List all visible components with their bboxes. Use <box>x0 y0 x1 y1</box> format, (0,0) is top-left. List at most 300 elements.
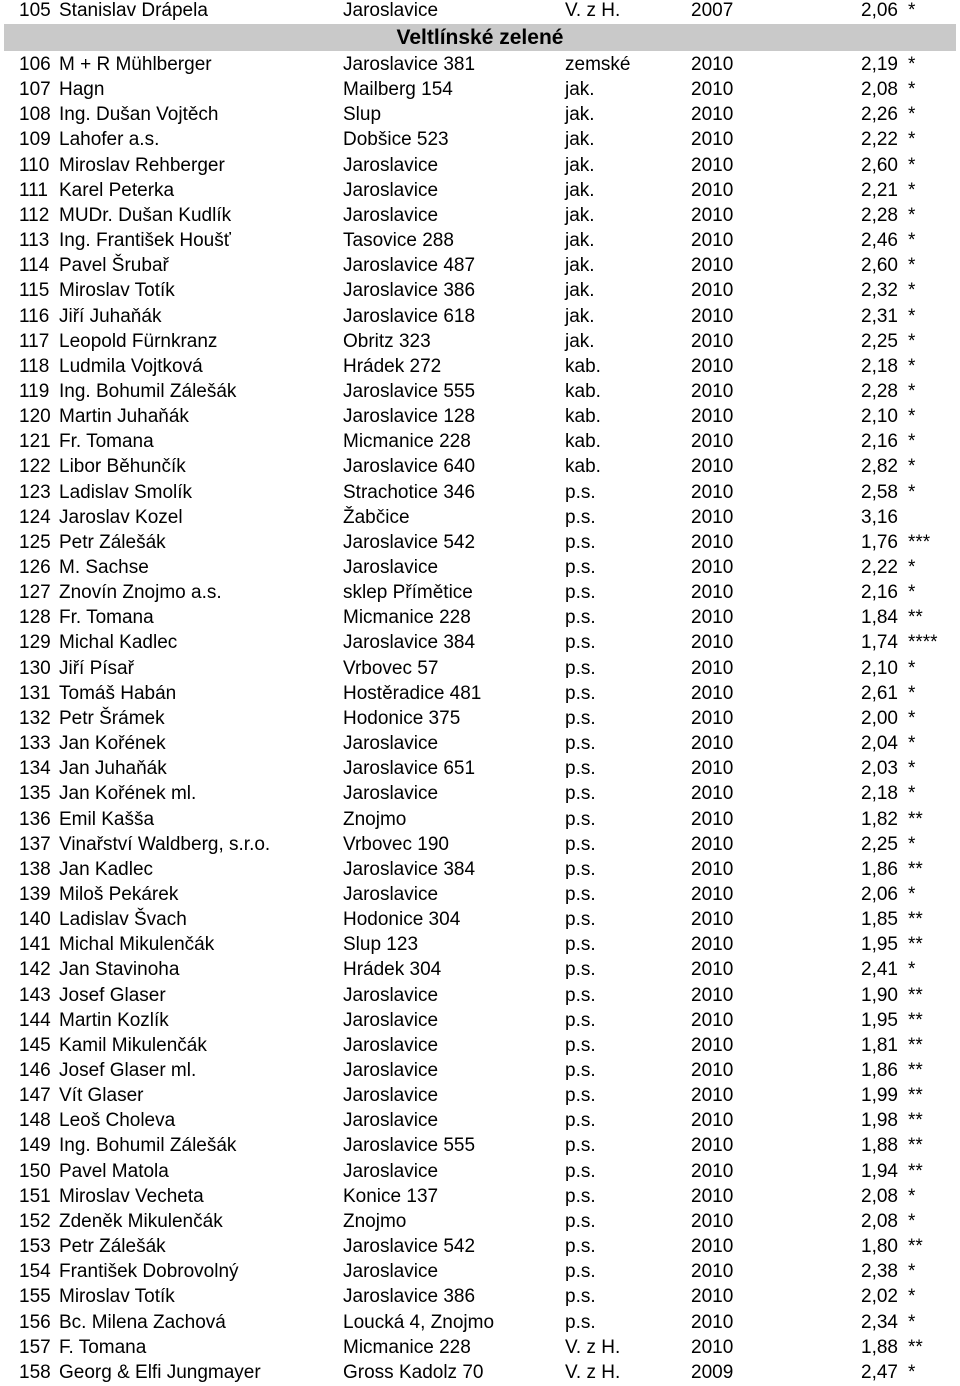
table-row <box>0 882 960 907</box>
wine-category: p.s. <box>565 1060 596 1081</box>
producer-name: Ludmila Vojtková <box>59 355 203 377</box>
star-rating: ** <box>908 607 923 629</box>
entry-number: 130 <box>19 657 51 679</box>
score: 2,10 <box>861 657 898 679</box>
entry-number: 148 <box>19 1110 51 1132</box>
producer-address: Jaroslavice <box>343 1009 439 1031</box>
star-rating: ** <box>908 1236 923 1258</box>
table-row <box>0 957 960 982</box>
wine-category: p.s. <box>565 1135 596 1157</box>
wine-category: p.s. <box>565 1185 596 1207</box>
wine-category: p.s. <box>565 858 596 880</box>
producer-address: Slup 123 <box>343 934 419 956</box>
producer-address: Tasovice 288 <box>343 230 454 252</box>
table-row <box>0 354 960 379</box>
producer-address: Jaroslavice <box>343 204 439 226</box>
table-row <box>0 832 960 857</box>
entry-number: 114 <box>19 255 50 277</box>
score: 1,80 <box>861 1236 898 1258</box>
wine-category: p.s. <box>565 1261 596 1283</box>
producer-address: Hrádek 304 <box>343 959 442 981</box>
wine-category: zemské <box>565 54 631 75</box>
star-rating: * <box>908 104 916 126</box>
score: 2,18 <box>861 355 898 377</box>
table-row <box>0 1083 960 1108</box>
producer-address: Jaroslavice 381 <box>343 54 476 75</box>
producer-name: Leopold Fürnkranz <box>59 330 218 352</box>
star-rating: * <box>908 255 916 277</box>
table-row <box>0 630 960 655</box>
entry-number: 128 <box>19 607 51 629</box>
vintage-year: 2010 <box>691 1085 734 1107</box>
producer-address: Jaroslavice 640 <box>343 456 476 478</box>
vintage-year: 2010 <box>691 104 734 126</box>
vintage-year: 2010 <box>691 607 734 629</box>
producer-address: Micmanice 228 <box>343 607 471 629</box>
vintage-year: 2010 <box>691 909 734 931</box>
entry-number: 115 <box>19 280 50 302</box>
score: 2,60 <box>861 255 898 277</box>
producer-name: Jan Stavinoha <box>59 959 180 981</box>
entry-number: 129 <box>19 632 51 654</box>
producer-address: Jaroslavice <box>343 1261 439 1283</box>
vintage-year: 2010 <box>691 984 734 1006</box>
producer-name: Miroslav Rehberger <box>59 154 225 176</box>
producer-name: Martin Kozlík <box>59 1009 169 1031</box>
producer-name: F. Tomana <box>59 1336 147 1358</box>
score: 1,88 <box>861 1135 898 1157</box>
producer-name: Karel Peterka <box>59 179 175 201</box>
vintage-year: 2010 <box>691 330 734 352</box>
vintage-year: 2010 <box>691 54 734 75</box>
score: 1,86 <box>861 1060 898 1081</box>
producer-name: Emil Kašša <box>59 808 155 830</box>
wine-category: jak. <box>565 330 595 352</box>
vintage-year: 2010 <box>691 431 734 453</box>
wine-category: jak. <box>565 280 595 302</box>
score: 1,94 <box>861 1160 898 1182</box>
table-row <box>0 253 960 278</box>
wine-category: p.s. <box>565 607 596 629</box>
entry-number: 117 <box>19 330 50 352</box>
entry-number: 107 <box>19 79 51 101</box>
score: 2,08 <box>861 79 898 101</box>
wine-category: p.s. <box>565 632 596 654</box>
score: 2,00 <box>861 707 898 729</box>
star-rating: * <box>908 657 916 679</box>
wine-category: p.s. <box>565 758 596 780</box>
wine-category: jak. <box>565 154 595 176</box>
producer-address: Jaroslavice 384 <box>343 858 476 880</box>
entry-number: 138 <box>19 858 51 880</box>
entry-number: 112 <box>19 204 50 226</box>
producer-name: Leoš Choleva <box>59 1110 176 1132</box>
score: 1,82 <box>861 808 898 830</box>
score: 2,08 <box>861 1185 898 1207</box>
wine-category: p.s. <box>565 481 596 503</box>
score: 2,25 <box>861 330 898 352</box>
wine-category: kab. <box>565 431 601 453</box>
vintage-year: 2010 <box>691 1060 734 1081</box>
star-rating: * <box>908 380 916 402</box>
producer-name: Jiří Juhaňák <box>59 305 162 327</box>
table-row <box>0 781 960 806</box>
producer-name: M + R Mühlberger <box>59 54 212 75</box>
wine-category: p.s. <box>565 1210 596 1232</box>
star-rating: * <box>908 783 916 805</box>
star-rating: ** <box>908 1085 923 1107</box>
score: 2,02 <box>861 1286 898 1308</box>
table-row <box>0 1058 960 1083</box>
producer-address: Jaroslavice 386 <box>343 280 476 302</box>
table-row <box>0 1259 960 1284</box>
vintage-year: 2010 <box>691 1160 734 1182</box>
vintage-year: 2010 <box>691 1034 734 1056</box>
vintage-year: 2010 <box>691 1110 734 1132</box>
star-rating: * <box>908 54 916 75</box>
producer-address: Znojmo <box>343 808 407 830</box>
score: 1,98 <box>861 1110 898 1132</box>
vintage-year: 2010 <box>691 707 734 729</box>
star-rating: * <box>908 1210 916 1232</box>
section-header <box>4 24 956 51</box>
producer-address: Jaroslavice <box>343 883 439 905</box>
producer-address: Jaroslavice <box>343 1160 439 1182</box>
score: 1,99 <box>861 1085 898 1107</box>
table-row <box>0 1310 960 1335</box>
score: 2,82 <box>861 456 898 478</box>
star-rating: ** <box>908 1009 923 1031</box>
table-row <box>0 1184 960 1209</box>
vintage-year: 2010 <box>691 230 734 252</box>
producer-address: Gross Kadolz 70 <box>343 1361 484 1383</box>
entry-number: 143 <box>19 984 51 1006</box>
entry-number: 141 <box>19 934 51 956</box>
vintage-year: 2010 <box>691 833 734 855</box>
entry-number: 126 <box>19 557 51 578</box>
vintage-year: 2010 <box>691 1236 734 1258</box>
entry-number: 131 <box>19 682 51 704</box>
producer-address: Jaroslavice 618 <box>343 305 476 327</box>
table-row <box>0 0 960 23</box>
table-row <box>0 731 960 756</box>
producer-name: Fr. Tomana <box>59 431 154 453</box>
table-row <box>0 1108 960 1133</box>
entry-number: 150 <box>19 1160 51 1182</box>
wine-category: p.s. <box>565 883 596 905</box>
star-rating: * <box>908 179 916 201</box>
score: 2,61 <box>861 682 898 704</box>
producer-address: Mailberg 154 <box>343 79 453 101</box>
star-rating: * <box>908 406 916 428</box>
score: 2,47 <box>861 1361 898 1383</box>
entry-number: 152 <box>19 1210 51 1232</box>
wine-category: jak. <box>565 204 595 226</box>
table-row <box>0 1033 960 1058</box>
star-rating: * <box>908 0 916 21</box>
vintage-year: 2010 <box>691 1336 734 1358</box>
entry-number: 153 <box>19 1236 51 1258</box>
producer-address: Jaroslavice 128 <box>343 406 476 428</box>
star-rating: * <box>908 1311 916 1333</box>
vintage-year: 2010 <box>691 79 734 101</box>
producer-address: Vrbovec 57 <box>343 657 439 679</box>
table-row <box>0 1008 960 1033</box>
wine-category: p.s. <box>565 657 596 679</box>
star-rating: ** <box>908 1060 923 1081</box>
wine-category: p.s. <box>565 783 596 805</box>
score: 1,95 <box>861 1009 898 1031</box>
star-rating: ** <box>908 1110 923 1132</box>
entry-number: 135 <box>19 783 51 805</box>
producer-name: Michal Mikulenčák <box>59 934 215 956</box>
star-rating: * <box>908 1261 916 1283</box>
wine-category: p.s. <box>565 733 596 755</box>
producer-name: Michal Kadlec <box>59 632 178 654</box>
producer-name: Miroslav Totík <box>59 280 175 302</box>
producer-address: Jaroslavice <box>343 154 439 176</box>
star-rating: * <box>908 707 916 729</box>
table-row <box>0 1335 960 1360</box>
entry-number: 146 <box>19 1060 51 1081</box>
entry-number: 132 <box>19 707 51 729</box>
star-rating <box>908 505 960 530</box>
producer-address: Jaroslavice 555 <box>343 1135 476 1157</box>
wine-category: p.s. <box>565 1311 596 1333</box>
star-rating: * <box>908 230 916 252</box>
producer-name: Petr Zálešák <box>59 1236 166 1258</box>
star-rating: * <box>908 355 916 377</box>
producer-name: Kamil Mikulenčák <box>59 1034 207 1056</box>
entry-number: 109 <box>19 129 51 151</box>
producer-address: Hodonice 304 <box>343 909 461 931</box>
entry-number: 147 <box>19 1085 51 1107</box>
entry-number: 136 <box>19 808 51 830</box>
wine-category: p.s. <box>565 1160 596 1182</box>
entry-number: 133 <box>19 733 51 755</box>
vintage-year: 2010 <box>691 657 734 679</box>
star-rating: * <box>908 682 916 704</box>
producer-address: Jaroslavice 386 <box>343 1286 476 1308</box>
entry-number: 154 <box>19 1261 51 1283</box>
wine-category: p.s. <box>565 506 596 528</box>
entry-number: 106 <box>19 54 51 75</box>
star-rating: ** <box>908 1160 923 1182</box>
producer-name: Fr. Tomana <box>59 607 154 629</box>
wine-category: p.s. <box>565 682 596 704</box>
vintage-year: 2010 <box>691 1210 734 1232</box>
wine-category: jak. <box>565 230 595 252</box>
producer-address: sklep Přímětice <box>343 582 473 604</box>
entry-number: 151 <box>19 1185 51 1207</box>
star-rating: ** <box>908 1336 923 1358</box>
wine-category: jak. <box>565 255 595 277</box>
vintage-year: 2010 <box>691 934 734 956</box>
table-row <box>0 505 960 530</box>
wine-category: p.s. <box>565 934 596 956</box>
producer-name: MUDr. Dušan Kudlík <box>59 204 232 226</box>
producer-name: Jan Kořének ml. <box>59 783 197 805</box>
producer-name: Petr Zálešák <box>59 531 166 553</box>
vintage-year: 2010 <box>691 129 734 151</box>
entry-number: 144 <box>19 1009 51 1031</box>
table-row <box>0 706 960 731</box>
wine-category: p.s. <box>565 1110 596 1132</box>
star-rating: **** <box>908 632 938 654</box>
producer-name: Tomáš Habán <box>59 682 177 704</box>
wine-category: kab. <box>565 406 601 428</box>
score: 1,74 <box>861 632 898 654</box>
producer-name: Miloš Pekárek <box>59 883 179 905</box>
producer-name: M. Sachse <box>59 557 149 578</box>
entry-number: 116 <box>19 305 50 327</box>
producer-name: Jan Kadlec <box>59 858 154 880</box>
vintage-year: 2010 <box>691 733 734 755</box>
entry-number: 156 <box>19 1311 51 1333</box>
entry-number: 142 <box>19 959 51 981</box>
star-rating: * <box>908 1286 916 1308</box>
wine-category: p.s. <box>565 531 596 553</box>
star-rating: * <box>908 204 916 226</box>
producer-address: Obritz 323 <box>343 330 431 352</box>
table-row <box>0 77 960 102</box>
wine-category: p.s. <box>565 959 596 981</box>
table-row <box>0 379 960 404</box>
producer-address: Žabčice <box>343 506 410 528</box>
wine-category: kab. <box>565 456 601 478</box>
star-rating: ** <box>908 808 923 830</box>
vintage-year: 2010 <box>691 1009 734 1031</box>
producer-name: Ing. Bohumil Zálešák <box>59 380 237 402</box>
star-rating: * <box>908 1185 916 1207</box>
producer-name: Lahofer a.s. <box>59 129 160 151</box>
table-row <box>0 932 960 957</box>
vintage-year: 2010 <box>691 154 734 176</box>
star-rating: * <box>908 557 916 578</box>
score: 2,28 <box>861 380 898 402</box>
wine-category: p.s. <box>565 808 596 830</box>
star-rating: * <box>908 280 916 302</box>
score: 2,16 <box>861 431 898 453</box>
producer-name: Jan Kořének <box>59 733 166 755</box>
entry-number: 145 <box>19 1034 51 1056</box>
producer-address: Dobšice 523 <box>343 129 449 151</box>
score: 1,85 <box>861 909 898 931</box>
entry-number: 140 <box>19 909 51 931</box>
score: 2,32 <box>861 280 898 302</box>
producer-name: Pavel Matola <box>59 1160 169 1182</box>
wine-category: V. z H. <box>565 0 621 21</box>
wine-category: jak. <box>565 104 595 126</box>
producer-name: Znovín Znojmo a.s. <box>59 582 222 604</box>
vintage-year: 2010 <box>691 1135 734 1157</box>
score: 1,90 <box>861 984 898 1006</box>
producer-address: Jaroslavice 555 <box>343 380 476 402</box>
vintage-year: 2010 <box>691 808 734 830</box>
table-row <box>0 480 960 505</box>
star-rating: * <box>908 154 916 176</box>
entry-number: 125 <box>19 531 51 553</box>
score: 2,31 <box>861 305 898 327</box>
producer-name: Ladislav Švach <box>59 909 187 931</box>
table-row <box>0 404 960 429</box>
table-row <box>0 102 960 127</box>
producer-name: Stanislav Drápela <box>59 0 208 21</box>
vintage-year: 2010 <box>691 531 734 553</box>
wine-category: jak. <box>565 305 595 327</box>
producer-name: Miroslav Vecheta <box>59 1185 204 1207</box>
producer-address: Jaroslavice <box>343 783 439 805</box>
vintage-year: 2010 <box>691 582 734 604</box>
table-row <box>0 1209 960 1234</box>
star-rating: ** <box>908 909 923 931</box>
vintage-year: 2010 <box>691 380 734 402</box>
entry-number: 111 <box>19 179 48 201</box>
wine-category: p.s. <box>565 1009 596 1031</box>
score: 2,06 <box>861 0 898 21</box>
wine-category: V. z H. <box>565 1361 621 1383</box>
producer-address: Jaroslavice <box>343 984 439 1006</box>
star-rating: * <box>908 733 916 755</box>
producer-address: Loucká 4, Znojmo <box>343 1311 495 1333</box>
producer-address: Hodonice 375 <box>343 707 461 729</box>
vintage-year: 2010 <box>691 255 734 277</box>
score: 2,38 <box>861 1261 898 1283</box>
section-title: Veltlínské zelené <box>396 26 564 49</box>
score: 2,10 <box>861 406 898 428</box>
producer-address: Slup <box>343 104 382 126</box>
star-rating: * <box>908 1361 916 1383</box>
score: 2,58 <box>861 481 898 503</box>
vintage-year: 2007 <box>691 0 734 21</box>
producer-name: Petr Šrámek <box>59 707 165 729</box>
entry-number: 157 <box>19 1336 51 1358</box>
entry-number: 113 <box>19 230 50 252</box>
producer-address: Jaroslavice <box>343 0 439 21</box>
vintage-year: 2010 <box>691 682 734 704</box>
table-row <box>0 429 960 454</box>
vintage-year: 2010 <box>691 456 734 478</box>
score: 1,76 <box>861 531 898 553</box>
vintage-year: 2010 <box>691 959 734 981</box>
producer-address: Jaroslavice 542 <box>343 1236 476 1258</box>
producer-name: Jan Juhaňák <box>59 758 167 780</box>
star-rating: * <box>908 305 916 327</box>
table-row <box>0 530 960 555</box>
table-row <box>0 756 960 781</box>
entry-number: 118 <box>19 355 50 377</box>
producer-address: Hrádek 272 <box>343 355 442 377</box>
wine-category: p.s. <box>565 707 596 729</box>
vintage-year: 2010 <box>691 355 734 377</box>
vintage-year: 2010 <box>691 783 734 805</box>
producer-name: Ing. Bohumil Zálešák <box>59 1135 237 1157</box>
star-rating: * <box>908 330 916 352</box>
star-rating: ** <box>908 858 923 880</box>
producer-name: Hagn <box>59 79 105 101</box>
star-rating: * <box>908 431 916 453</box>
score: 1,88 <box>861 1336 898 1358</box>
table-row <box>0 178 960 203</box>
producer-name: Vít Glaser <box>59 1085 144 1107</box>
table-row <box>0 329 960 354</box>
producer-name: Ladislav Smolík <box>59 481 193 503</box>
vintage-year: 2010 <box>691 1286 734 1308</box>
producer-address: Jaroslavice <box>343 1034 439 1056</box>
table-row <box>0 555 960 580</box>
score: 2,34 <box>861 1311 898 1333</box>
producer-address: Jaroslavice <box>343 1110 439 1132</box>
